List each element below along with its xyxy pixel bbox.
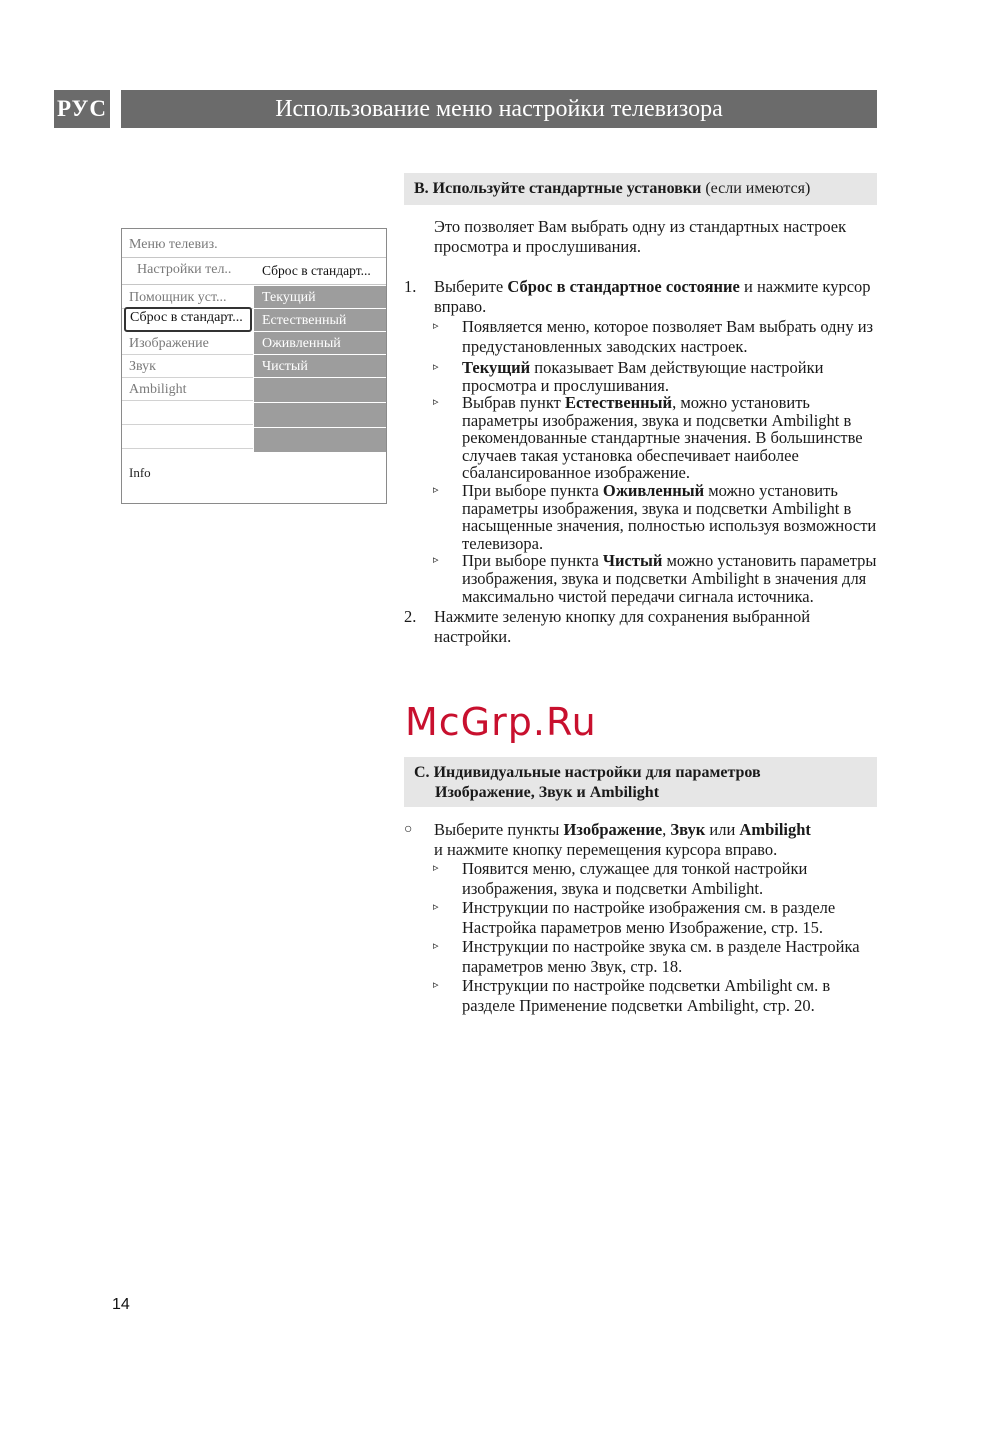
section-c-sub-2 [404,898,884,937]
menu-item-sound[interactable]: Звук [122,355,253,378]
menu-right-column [254,286,386,453]
sub-text: Появляется меню, которое позволяет Вам выбрать одну из предустановленных заводских настроек. [462,317,874,356]
submenu-item-empty [254,378,386,403]
bullet-bold: Изображение [563,820,663,839]
step-1 [404,277,884,316]
submenu-item-current[interactable]: Текущий [254,286,386,309]
sub-bold: Оживленный [602,480,705,500]
menu-item-reset-selected[interactable]: Сброс в стандарт... [124,307,252,332]
sub-bold: Текущий [462,358,531,377]
menu-item-picture[interactable]: Изображение [122,332,253,355]
submenu-item-vivid[interactable]: Оживленный [254,332,386,355]
section-c-title-1: Индивидуальные настройки для параметров [433,764,761,781]
menu-breadcrumb [122,257,386,285]
submenu-item-clean[interactable]: Чистый [254,355,386,378]
step-1-bold: Сброс в стандартное состояние [507,277,740,296]
sub-bold: Естественный [565,393,673,412]
section-c-title-2: Изображение, Звук и Ambilight [435,784,660,801]
breadcrumb-left: Настройки тел.. [137,262,232,277]
step-2 [404,607,884,646]
menu-left-column [122,286,253,449]
submenu-item-empty [254,403,386,428]
menu-item-ambilight[interactable]: Ambilight [122,378,253,401]
language-tab: РУС [54,90,110,128]
arrow-icon: ▹ [433,901,439,913]
section-c-sub-4 [404,976,884,1015]
section-c-header [404,757,877,807]
watermark-logo: McGrp.Ru [405,700,597,744]
submenu-item-empty [254,428,386,453]
arrow-icon: ▹ [433,361,439,373]
menu-item-assistant[interactable]: Помощник уст... [122,286,253,309]
section-c-bullet [404,820,884,859]
step-2-text: Нажмите зеленую кнопку для сохранения выбранной настройки. [434,607,811,646]
sub-text: Инструкции по настройке подсветки Ambilight см. в разделе Применение подсветки Ambilight, стр. 20. [462,976,831,1015]
arrow-icon: ▹ [433,483,439,496]
sub-text: Выбрав пункт [462,393,566,412]
sub-text: При выборе пункта [462,551,603,571]
sub-text: можно установить параметры изображения, звука и подсветки Ambilight в насыщенные значения, полностью используя возможности телевизора. [462,480,877,553]
step-1-number: 1. [404,277,417,296]
bullet-text: Выберите пункты [434,820,564,839]
section-c-sub-3 [404,937,884,976]
step-1-sub-1 [404,317,884,356]
bullet-text: и нажмите кнопку перемещения курсора вправо. [434,839,778,859]
step-1-text-end: и нажмите курсор вправо. [434,277,871,316]
arrow-icon: ▹ [433,396,439,408]
arrow-icon: ▹ [433,554,439,567]
sub-text: можно установить параметры изображения, звука и подсветки Ambilight в значения для максимально чистой передачи сигнала источника. [462,551,877,606]
sub-text: , можно установить параметры изображения, звука и подсветки Ambilight в рекомендованные стандартные значения. В большинстве случаев такая установка обеспечивает наиболее сбалансированное изображение. [462,393,863,483]
sub-text: Появится меню, служащее для тонкой настройки изображения, звука и подсветки Ambilight. [462,859,808,898]
bullet-sep: или [705,820,740,839]
step-1-sub-4 [404,482,884,552]
arrow-icon: ▹ [433,940,439,952]
step-1-sub-2 [404,359,884,394]
section-b-letter: B. [414,180,429,197]
section-b-title: Используйте стандартные установки [432,180,702,197]
menu-item-empty [122,425,253,449]
menu-title: Меню телевиз. [129,237,218,252]
section-b-body [404,217,884,646]
section-b-intro: Это позволяет Вам выбрать одну из стандартных настроек просмотра и прослушивания. [434,217,847,256]
sub-bold: Чистый [602,551,663,571]
section-b-title-rest: (если имеются) [701,180,811,197]
sub-text: При выборе пункта [462,480,603,500]
breadcrumb-right: Сброс в стандарт... [262,263,371,278]
arrow-icon: ▹ [433,862,439,874]
sub-text: показывает Вам действующие настройки просмотра и прослушивания. [462,358,824,395]
section-c-sub-1 [404,859,884,898]
arrow-icon: ▹ [433,320,439,332]
step-1-text: Выберите [434,277,508,296]
bullet-bold: Звук [670,820,706,839]
section-b-header [404,173,877,205]
section-c-body [404,820,884,1015]
sub-text: Инструкции по настройке изображения см. в разделе Настройка параметров меню Изображение, стр. 15. [462,898,836,937]
tv-menu-illustration [121,228,387,504]
circle-bullet-icon: ○ [404,822,413,837]
step-2-number: 2. [404,607,417,627]
arrow-icon: ▹ [433,979,439,991]
bullet-sep: , [662,820,671,839]
page-title: Использование меню настройки телевизора [121,90,877,128]
bullet-bold: Ambilight [739,820,811,839]
submenu-item-natural[interactable]: Естественный [254,309,386,332]
step-1-sub-3 [404,394,884,482]
sub-text: Инструкции по настройке звука см. в разделе Настройка параметров меню Звук, стр. 18. [462,937,860,976]
section-c-letter: C. [414,764,430,781]
menu-item-empty [122,401,253,425]
page-number: 14 [112,1296,130,1313]
step-1-sub-5 [404,552,884,605]
menu-info-label: Info [129,465,151,480]
